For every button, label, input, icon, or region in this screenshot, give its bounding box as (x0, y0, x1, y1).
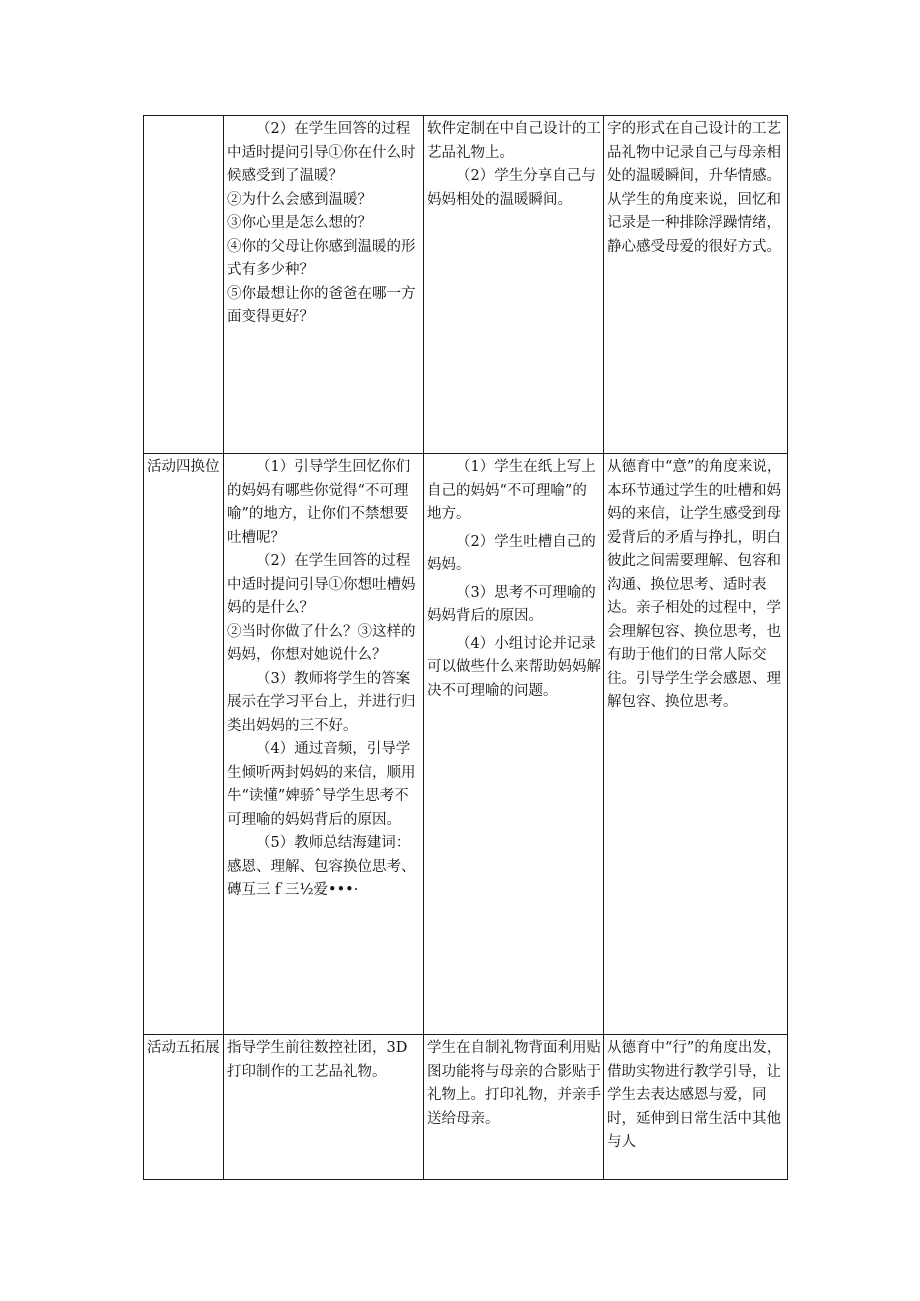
design-intent-text: 字的形式在自己设计的工艺品礼物中记录自己与母亲相处的温暖瞬间，升华情感。从学生的角度来说，回忆和记录是一种排除浮躁情绪，静心感受母爱的很好方式。 (607, 121, 781, 255)
teacher-step: ②当时你做了什么？③这样的妈妈，你想对她说什么？ (227, 623, 416, 663)
teacher-step: （2）在学生回答的过程中适时提问引导①你在什么时候感受到了温暖？ (227, 121, 416, 184)
activity-label-cell (144, 116, 224, 454)
teacher-step: ③你心里是怎么想的？ (227, 215, 372, 231)
student-step: （3）思考不可理喻的妈妈背后的原因。 (427, 584, 596, 624)
teacher-activity-cell (224, 1035, 424, 1180)
lesson-plan-table (143, 115, 788, 1180)
activity-label-cell: 活动五拓展 (144, 1035, 224, 1180)
teacher-step: ④你的父母让你感到温暖的形式有多少种？ (227, 238, 416, 278)
teacher-step: ②为什么会感到温暖？ (227, 191, 372, 208)
teacher-step: （5）教师总结海建词：感恩、理解、包容换位思考、磚互三ｆ三½爱•••· (227, 835, 416, 898)
student-step: （2）学生分享自己与妈妈相处的温暖瞬间。 (427, 168, 596, 208)
design-intent-text: 从德育中“行”的角度出发，借助实物进行教学引导，让学生去表达感恩与爱，同时，延伸到日常生活中其他与人 (607, 1040, 782, 1150)
design-intent-cell (604, 454, 788, 1035)
table-row (144, 1035, 788, 1180)
student-step: 软件定制在中自己设计的工艺品礼物上。 (427, 121, 601, 161)
teacher-activity-cell (224, 116, 424, 454)
teacher-activity-cell (224, 454, 424, 1035)
design-intent-cell (604, 116, 788, 454)
activity-label-cell: 活动四换位 (144, 454, 224, 1035)
student-activity-cell (424, 116, 604, 454)
student-step: （4）小组讨论并记录可以做些什么来帮助妈妈解决不可理喻的问题。 (427, 635, 601, 699)
student-activity-cell (424, 454, 604, 1035)
student-step: 学生在自制礼物背面利用贴图功能将与母亲的合影贴于礼物上。打印礼物，并亲手送给母亲。 (427, 1040, 601, 1127)
teacher-step: ⑤你最想让你的爸爸在哪一方面变得更好？ (227, 285, 416, 325)
design-intent-cell (604, 1035, 788, 1180)
teacher-step: 指导学生前往数控社团，3D打印制作的工艺品礼物。 (227, 1040, 408, 1080)
student-activity-cell (424, 1035, 604, 1180)
student-step: （1）学生在纸上写上自己的妈妈“不可理喻”的地方。 (427, 459, 596, 522)
student-step: （2）学生吐槽自己的妈妈。 (427, 533, 596, 573)
table-row (144, 116, 788, 454)
table-row (144, 454, 788, 1035)
teacher-step: （1）引导学生回忆你们的妈妈有哪些你觉得“不可理喻”的地方，让你们不禁想要吐槽呢？ (227, 459, 411, 546)
teacher-step: （2）在学生回答的过程中适时提问引导①你想吐槽妈妈的是什么？ (227, 553, 416, 616)
teacher-step: （4）通过音频，引导学生倾听两封妈妈的来信，顺用牛“读懂”婢骄ˆ导学生思考不可理喻的妈妈背后的原因。 (227, 741, 416, 828)
teacher-step: （3）教师将学生的答案展示在学习平台上，并进行归类出妈妈的三不好。 (227, 670, 416, 734)
design-intent-text: 从德育中“意”的角度来说，本环节通过学生的吐槽和妈妈的来信，让学生感受到母爱背后的矛盾与挣扎，明白彼此之间需要理解、包容和沟通、换位思考、适时表达。亲子相处的过程中，学会理解包容、换位思考，也有助于他们的日常人际交往。引导学生学会感恩、理解包容、换位思考。 (607, 459, 782, 710)
